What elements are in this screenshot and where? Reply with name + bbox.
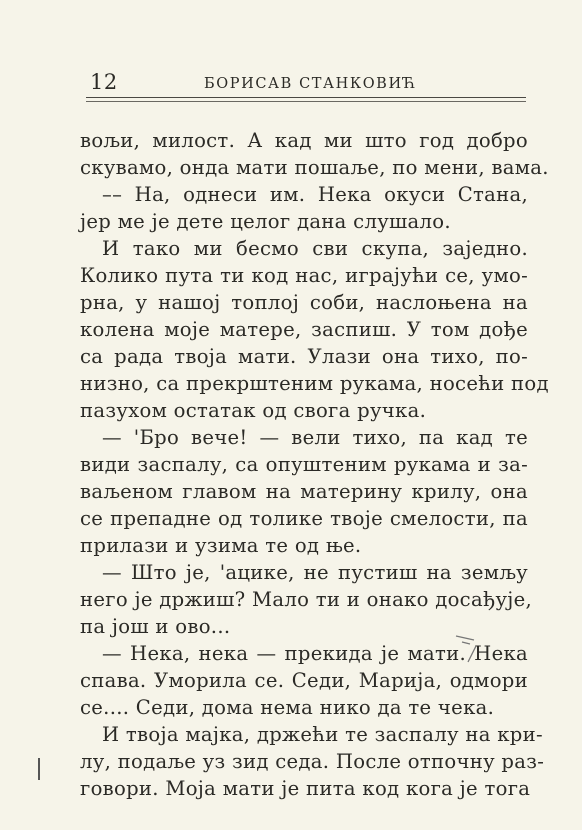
text-line: низно, са прекрштеним рукама, носећи под	[80, 372, 549, 395]
text-line: лу, подаље уз зид седа. После отпочну раз-	[80, 750, 545, 773]
text-line: спава. Уморила се. Седи, Марија, одмори	[80, 669, 528, 692]
text-line: па још и ово...	[80, 615, 231, 638]
text-line: прилази и узима те од ње.	[80, 534, 362, 557]
header-rule-thin	[86, 101, 526, 102]
margin-mark	[38, 758, 40, 780]
text-line: — Што је, 'ацике, не пустиш на земљу	[102, 561, 528, 584]
text-line: скувамо, онда мати пошаље, по мени, вама.	[80, 156, 549, 179]
text-line: рна, у нашој топлој соби, наслоњена на	[80, 291, 528, 314]
running-head: БОРИСАВ СТАНКОВИЋ	[204, 76, 417, 92]
text-line: види заспалу, са опуштеним рукама и за-	[80, 453, 528, 476]
text-line: ваљеном главом на материну крилу, она	[80, 480, 528, 503]
text-line: И твоја мајка, држећи те заспалу на кри-	[102, 723, 543, 746]
page-number: 12	[90, 70, 118, 94]
text-line: се.... Седи, дома нема нико да те чека.	[80, 696, 495, 719]
text-line: него је држиш? Мало ти и онако досађује,	[80, 588, 533, 611]
text-line: пазухом остатак од свога ручка.	[80, 399, 427, 422]
text-line: колена моје матере, заспиш. У том дође	[80, 318, 528, 341]
text-line: И тако ми бесмо сви скупа, заједно.	[102, 237, 528, 260]
text-line: вољи, милост. А кад ми што год добро	[80, 129, 528, 152]
pencil-mark-icon	[452, 632, 482, 666]
text-line: јер ме је дете целог дана слушало.	[80, 210, 451, 233]
text-line: –– На, однеси им. Нека окуси Стана,	[102, 183, 528, 206]
body-text	[80, 127, 549, 802]
text-line: говори. Моја мати је пита код кога је тога	[80, 777, 531, 800]
text-line: се препадне од толике твоје смелости, па	[80, 507, 528, 530]
text-line: са рада твоја мати. Улази она тихо, по-	[80, 345, 528, 368]
text-line: Колико пута ти код нас, играјући се, умо-	[80, 264, 528, 287]
text-line: — 'Бро вече! — вели тихо, па кад те	[102, 426, 528, 449]
header-rule-thick	[86, 97, 526, 98]
page-header	[86, 70, 526, 94]
text-line: — Нека, нека — прекида је мати. Нека	[102, 642, 528, 665]
